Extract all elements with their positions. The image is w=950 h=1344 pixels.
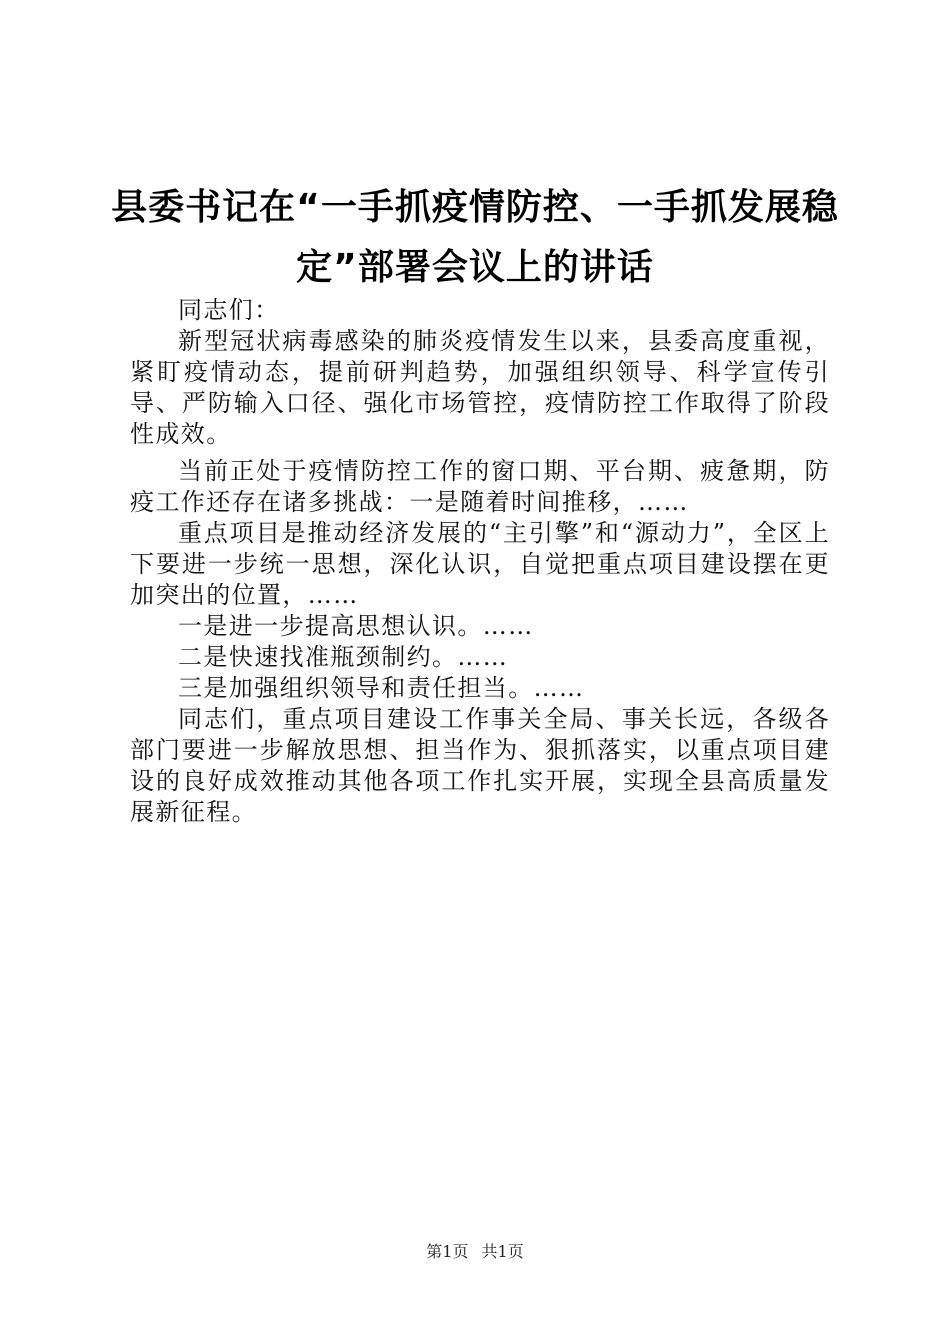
point-three: 三是加强组织领导和责任担当。…… [178, 674, 585, 702]
salutation: 同志们： [178, 296, 280, 324]
point-two: 二是快速找准瓶颈制约。…… [178, 643, 509, 671]
page-total: 共1页 [481, 1242, 524, 1261]
paragraph-key-projects: 重点项目是推动经济发展的“主引擎”和“源动力”，全区上下要进一步统一思想，深化认识，自觉把重点项目建设摆在更加突出的位置，…… [130, 519, 830, 609]
page-number: 第1页 [426, 1242, 469, 1261]
paragraph-challenges: 当前正处于疫情防控工作的窗口期、平台期、疲惫期，防疫工作还存在诸多挑战：一是随着时间推移，…… [130, 457, 830, 516]
document-body [130, 295, 830, 828]
title-line-2: 定”部署会议上的讲话 [296, 247, 654, 288]
title-line-1: 县委书记在“一手抓疫情防控、一手抓发展稳 [111, 187, 839, 228]
paragraph-achievements: 新型冠状病毒感染的肺炎疫情发生以来，县委高度重视，紧盯疫情动态，提前研判趋势，加强组织领导、科学宣传引导、严防输入口径、强化市场管控，疫情防控工作取得了阶段性成效。 [130, 327, 830, 448]
paragraph-closing: 同志们，重点项目建设工作事关全局、事关长远，各级各部门要进一步解放思想、担当作为、狠抓落实，以重点项目建设的良好成效推动其他各项工作扎实开展，实现全县高质量发展新征程。 [130, 705, 830, 826]
page-footer [0, 1242, 950, 1262]
document-title [100, 178, 850, 298]
point-one: 一是进一步提高思想认识。…… [178, 612, 534, 640]
